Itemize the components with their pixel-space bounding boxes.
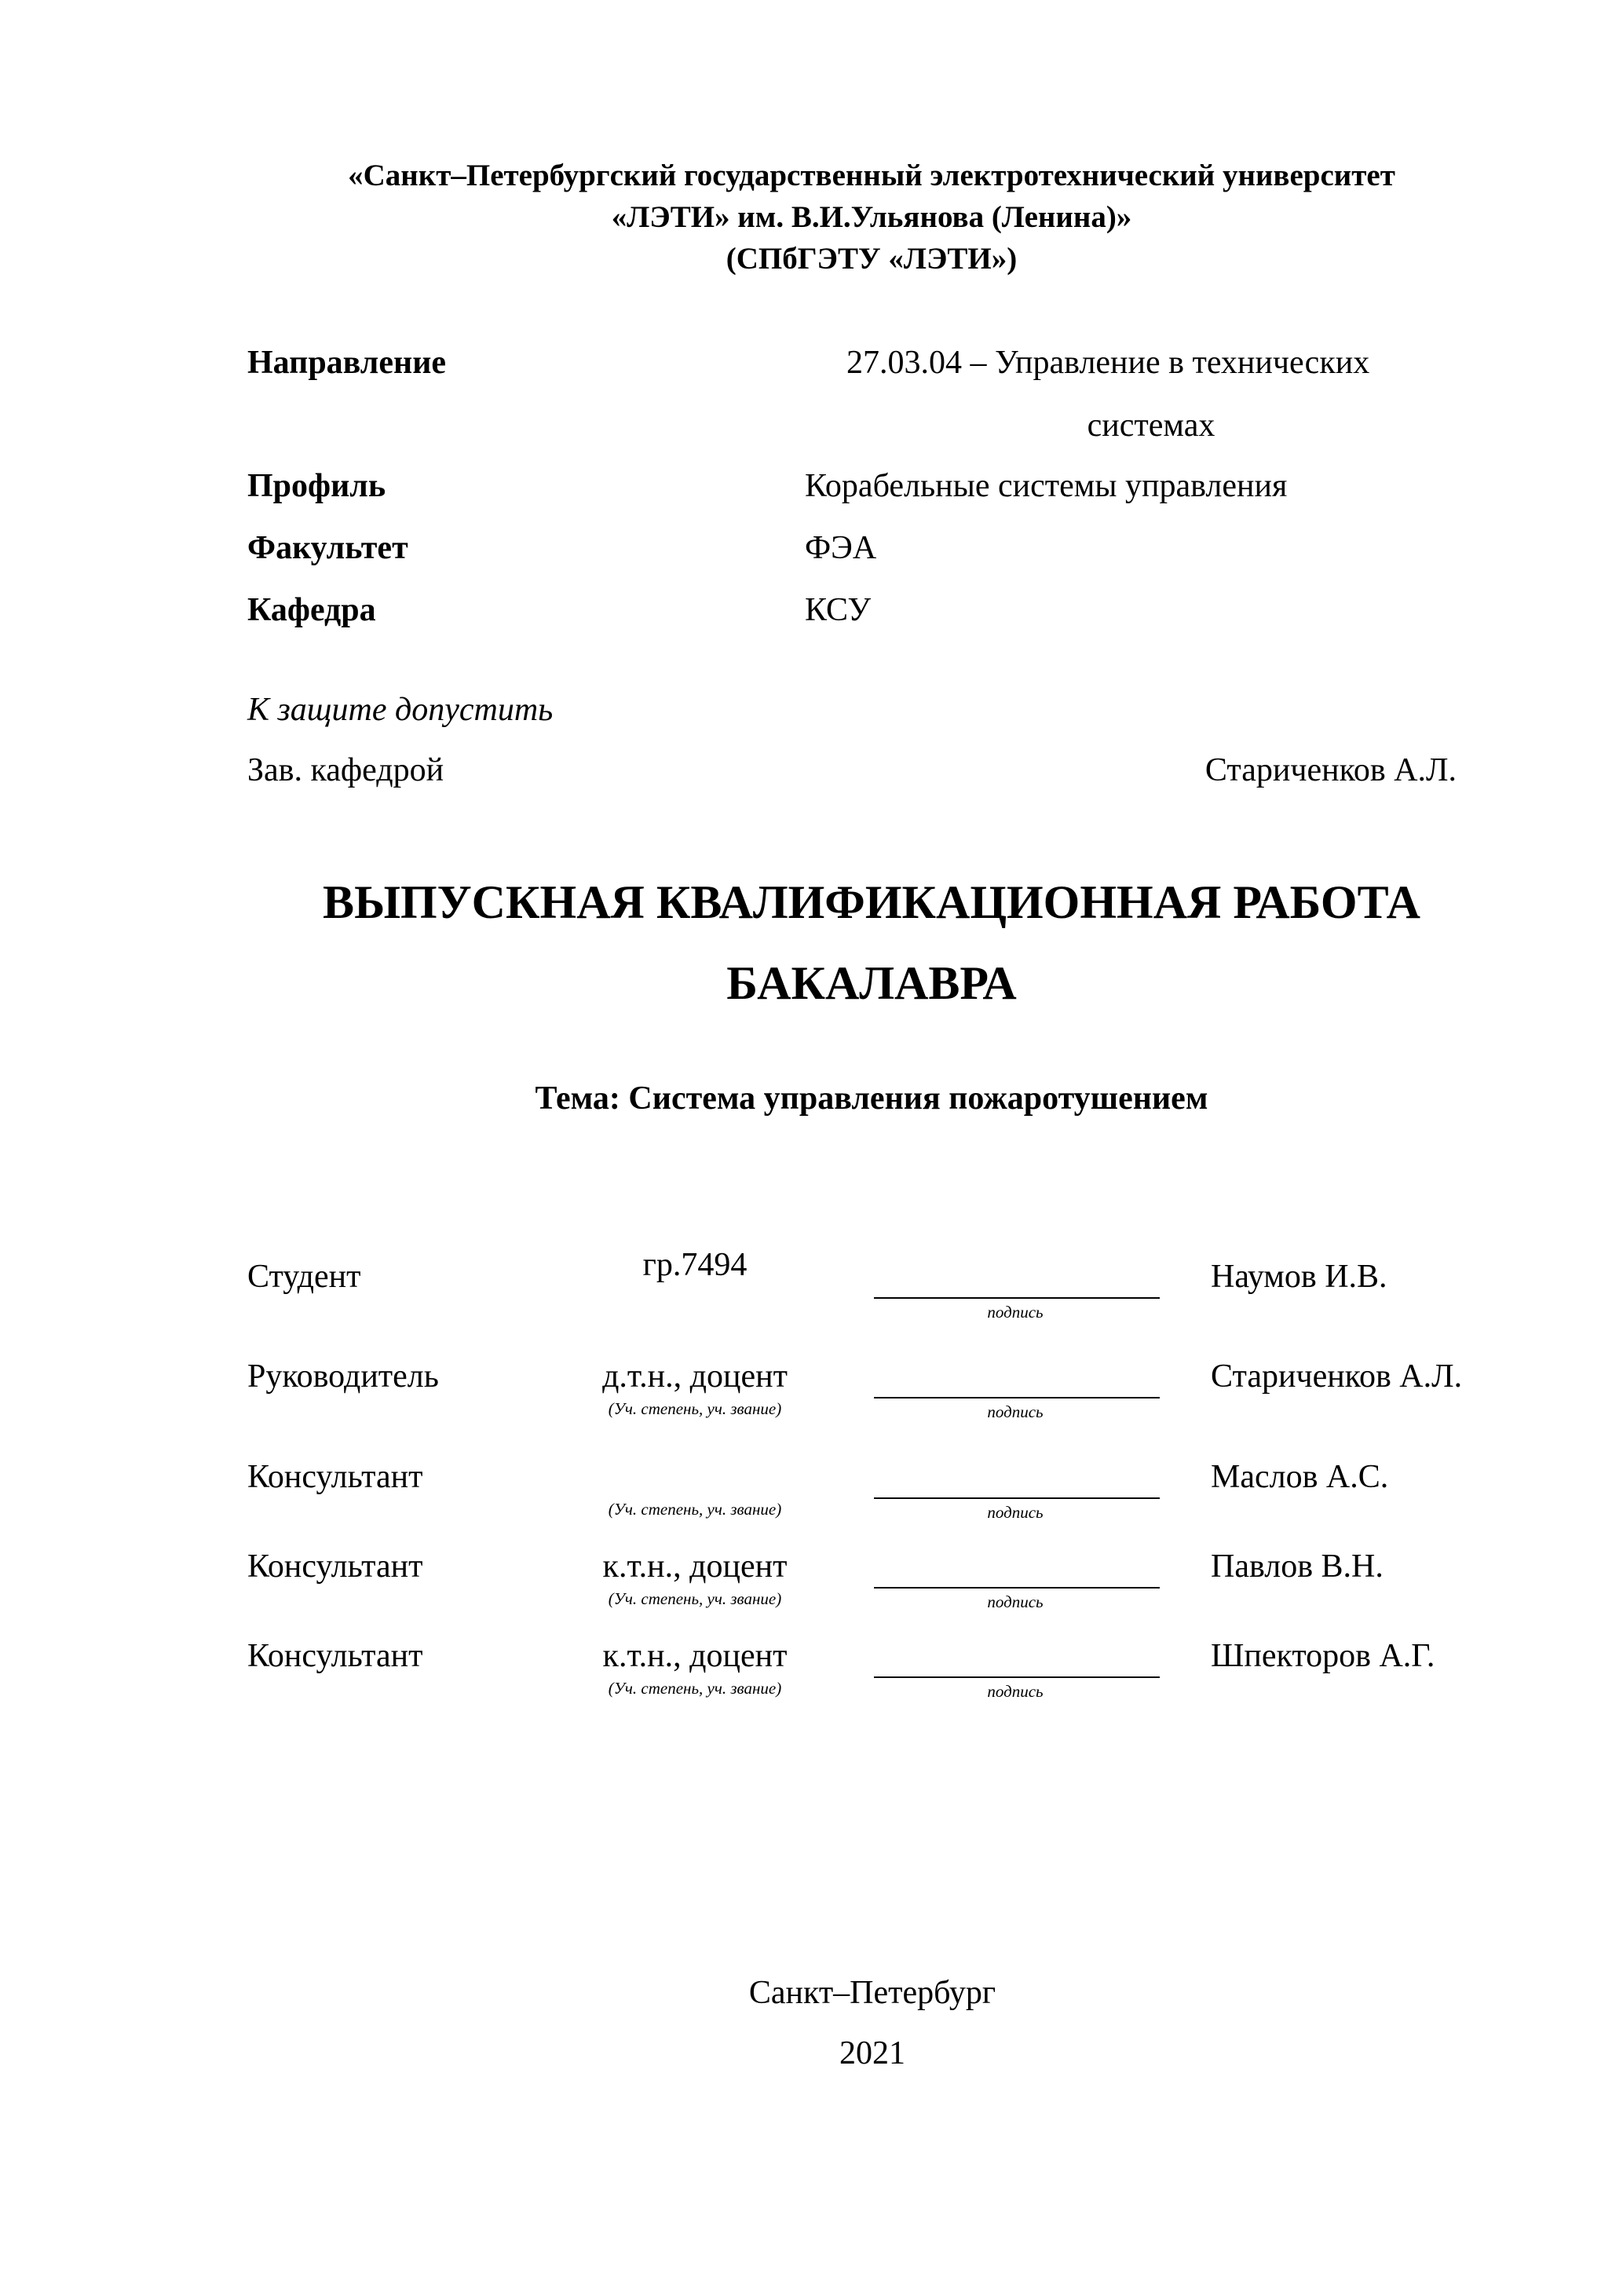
university-name-line1: «Санкт–Петербургский государственный электротехнический университет bbox=[348, 159, 1395, 192]
profile-value: Корабельные системы управления bbox=[805, 468, 1288, 504]
signature-name: Павлов В.Н. bbox=[1211, 1548, 1384, 1585]
department-label: Кафедра bbox=[247, 592, 376, 628]
signature-line bbox=[874, 1587, 1160, 1589]
signature-role: Студент bbox=[247, 1259, 361, 1295]
faculty-value: ФЭА bbox=[805, 530, 877, 566]
signature-hint: подпись bbox=[987, 1303, 1044, 1322]
head-of-department-label: Зав. кафедрой bbox=[247, 752, 444, 788]
work-topic: Тема: Система управления пожаротушением bbox=[535, 1080, 1208, 1117]
signature-degree-hint: (Уч. степень, уч. звание) bbox=[608, 1679, 782, 1698]
department-value: КСУ bbox=[805, 592, 872, 628]
signature-degree-hint: (Уч. степень, уч. звание) bbox=[608, 1500, 782, 1519]
signature-hint: подпись bbox=[987, 1592, 1044, 1611]
signature-degree-hint: (Уч. степень, уч. звание) bbox=[608, 1399, 782, 1418]
work-title-line2: БАКАЛАВРА bbox=[726, 957, 1017, 1009]
signature-degree-hint: (Уч. степень, уч. звание) bbox=[608, 1589, 782, 1608]
signature-name: Маслов А.С. bbox=[1211, 1459, 1389, 1495]
signature-group: гр.7494 bbox=[642, 1247, 748, 1283]
signature-name: Шпекторов А.Г. bbox=[1211, 1638, 1435, 1674]
signature-degree: к.т.н., доцент bbox=[602, 1638, 788, 1674]
signature-degree: д.т.н., доцент bbox=[602, 1358, 788, 1395]
university-abbreviation: (СПбГЭТУ «ЛЭТИ») bbox=[726, 242, 1018, 276]
signature-line bbox=[874, 1297, 1160, 1299]
signature-degree: к.т.н., доцент bbox=[602, 1548, 788, 1585]
signature-role: Консультант bbox=[247, 1638, 423, 1674]
direction-label: Направление bbox=[247, 345, 447, 381]
approval-note: К защите допустить bbox=[247, 692, 554, 728]
signature-line bbox=[874, 1497, 1160, 1499]
signature-name: Наумов И.В. bbox=[1211, 1259, 1387, 1295]
direction-value: 27.03.04 – Управление в технических bbox=[846, 345, 1370, 381]
faculty-label: Факультет bbox=[247, 530, 408, 566]
signature-name: Стариченков А.Л. bbox=[1211, 1358, 1463, 1395]
direction-value-continued: системах bbox=[1087, 408, 1215, 444]
signature-line bbox=[874, 1676, 1160, 1678]
work-title-line1: ВЫПУСКНАЯ КВАЛИФИКАЦИОННАЯ РАБОТА bbox=[323, 876, 1420, 928]
head-of-department-name: Стариченков А.Л. bbox=[1204, 752, 1457, 788]
signature-hint: подпись bbox=[987, 1402, 1044, 1421]
signature-hint: подпись bbox=[987, 1503, 1044, 1522]
signature-role: Консультант bbox=[247, 1459, 423, 1495]
signature-hint: подпись bbox=[987, 1682, 1044, 1701]
footer-city: Санкт–Петербург bbox=[748, 1975, 996, 2011]
profile-label: Профиль bbox=[247, 468, 386, 504]
signature-role: Консультант bbox=[247, 1548, 423, 1585]
university-name-line2: «ЛЭТИ» им. В.И.Ульянова (Ленина)» bbox=[611, 200, 1132, 234]
signature-role: Руководитель bbox=[247, 1358, 439, 1395]
footer-year: 2021 bbox=[839, 2035, 905, 2071]
signature-line bbox=[874, 1397, 1160, 1398]
